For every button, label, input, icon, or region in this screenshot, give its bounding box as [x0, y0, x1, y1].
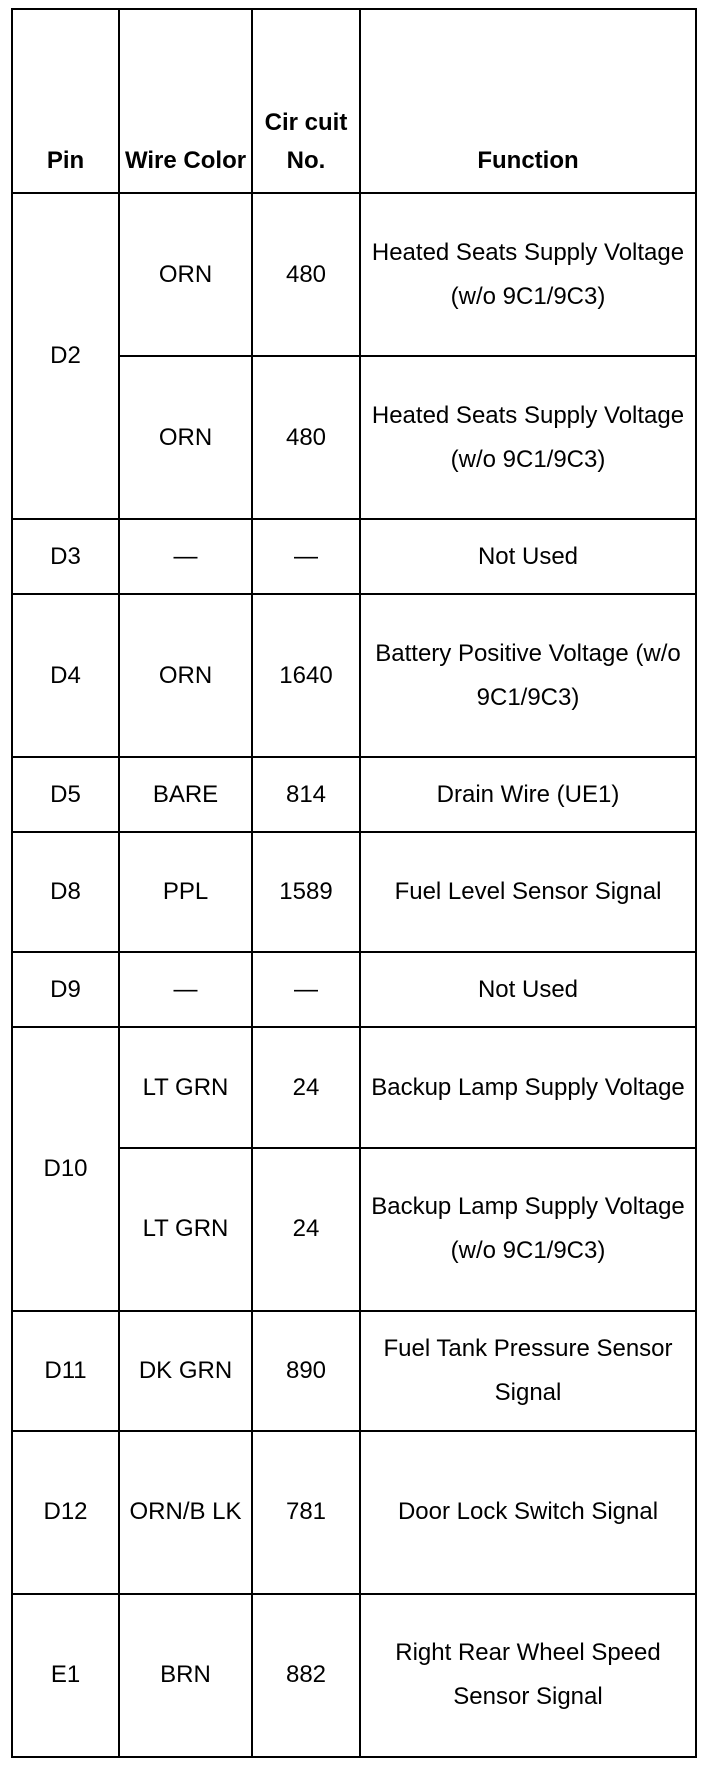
circuit-cell: 1640 — [252, 594, 360, 757]
table-row — [12, 832, 696, 952]
function-cell: Not Used — [360, 519, 696, 594]
pin-cell: D4 — [12, 594, 119, 757]
table-row — [12, 1027, 696, 1147]
function-cell: Door Lock Switch Signal — [360, 1431, 696, 1594]
circuit-cell: 480 — [252, 193, 360, 356]
wire-color-cell: BRN — [119, 1594, 252, 1757]
function-cell: Drain Wire (UE1) — [360, 757, 696, 832]
table-row — [12, 1431, 696, 1594]
pin-cell: D12 — [12, 1431, 119, 1594]
wire-color-cell: DK GRN — [119, 1311, 252, 1431]
circuit-cell: 781 — [252, 1431, 360, 1594]
wire-color-cell: LT GRN — [119, 1027, 252, 1147]
header-circuit-no: Cir cuit No. — [252, 9, 360, 193]
wire-color-cell: LT GRN — [119, 1148, 252, 1311]
function-cell: Right Rear Wheel Speed Sensor Signal — [360, 1594, 696, 1757]
circuit-cell: 480 — [252, 356, 360, 519]
function-cell: Fuel Level Sensor Signal — [360, 832, 696, 952]
table-row — [12, 1594, 696, 1757]
wire-color-cell: ORN — [119, 594, 252, 757]
function-cell: Heated Seats Supply Voltage (w/o 9C1/9C3) — [360, 356, 696, 519]
function-cell: Not Used — [360, 952, 696, 1027]
table-row — [12, 193, 696, 356]
circuit-cell: 814 — [252, 757, 360, 832]
circuit-cell: 1589 — [252, 832, 360, 952]
circuit-cell: 890 — [252, 1311, 360, 1431]
circuit-cell: 882 — [252, 1594, 360, 1757]
wire-color-cell: ORN — [119, 356, 252, 519]
wire-color-cell: BARE — [119, 757, 252, 832]
header-row — [12, 9, 696, 193]
function-cell: Fuel Tank Pressure Sensor Signal — [360, 1311, 696, 1431]
table-row — [12, 519, 696, 594]
table-row — [12, 594, 696, 757]
header-pin: Pin — [12, 9, 119, 193]
pin-cell: D11 — [12, 1311, 119, 1431]
wire-color-cell: PPL — [119, 832, 252, 952]
pin-cell: D9 — [12, 952, 119, 1027]
function-cell: Battery Positive Voltage (w/o 9C1/9C3) — [360, 594, 696, 757]
pin-cell: E1 — [12, 1594, 119, 1757]
function-cell: Backup Lamp Supply Voltage (w/o 9C1/9C3) — [360, 1148, 696, 1311]
table-row — [12, 757, 696, 832]
pin-cell: D3 — [12, 519, 119, 594]
table-row — [12, 1311, 696, 1431]
function-cell: Backup Lamp Supply Voltage — [360, 1027, 696, 1147]
pinout-table — [11, 8, 697, 1758]
pin-cell: D5 — [12, 757, 119, 832]
circuit-cell: 24 — [252, 1148, 360, 1311]
header-wire-color: Wire Color — [119, 9, 252, 193]
function-cell: Heated Seats Supply Voltage (w/o 9C1/9C3) — [360, 193, 696, 356]
wire-color-cell: ORN — [119, 193, 252, 356]
circuit-cell: — — [252, 952, 360, 1027]
wire-color-cell: — — [119, 952, 252, 1027]
header-function: Function — [360, 9, 696, 193]
pin-cell: D8 — [12, 832, 119, 952]
pin-cell: D10 — [12, 1027, 119, 1310]
wire-color-cell: ORN/B LK — [119, 1431, 252, 1594]
pin-cell: D2 — [12, 193, 119, 519]
table-row — [12, 952, 696, 1027]
wire-color-cell: — — [119, 519, 252, 594]
circuit-cell: — — [252, 519, 360, 594]
circuit-cell: 24 — [252, 1027, 360, 1147]
